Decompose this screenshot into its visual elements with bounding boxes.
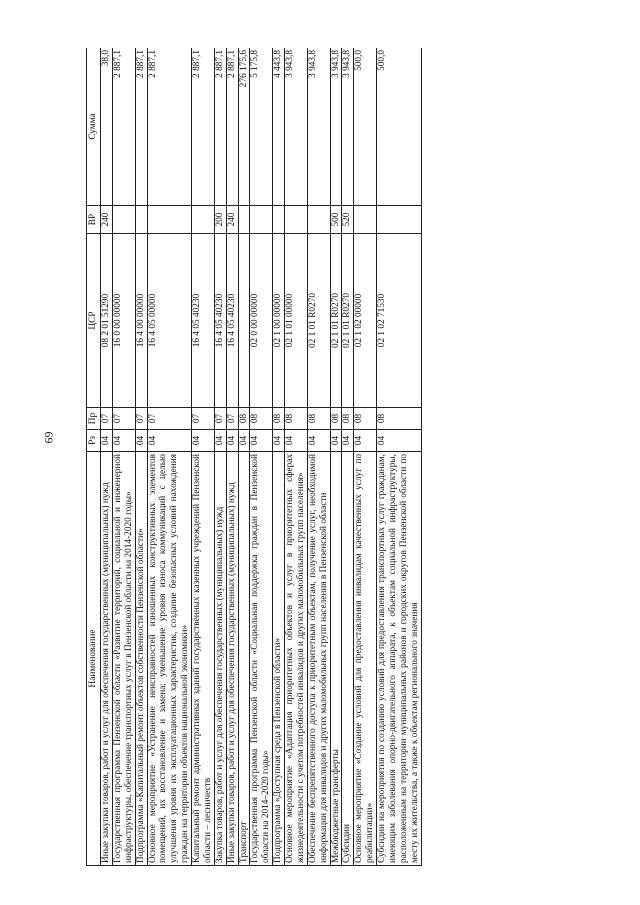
header-rz: Рз — [87, 430, 101, 452]
cell-rz: 04 — [112, 430, 135, 452]
header-csr: ЦСР — [87, 234, 101, 408]
cell-rz: 04 — [377, 430, 422, 452]
table-row — [101, 48, 113, 866]
cell-name: Подпрограмма «Капитальный ремонт объектов собственности Пензенской области» — [135, 452, 147, 866]
cell-vr: 520 — [342, 206, 354, 234]
cell-csr: 16 4 05 40230 — [192, 234, 215, 408]
cell-sum: 2 887,1 — [214, 48, 226, 206]
cell-rz: 04 — [250, 430, 273, 452]
cell-rz: 04 — [330, 430, 342, 452]
cell-sum: 2 887,1 — [147, 48, 192, 206]
cell-name: Основное мероприятие «Устранение неисправностей изношенных конструктивных элементов помещений, их восстановление и замена; уменьшение уровня износа коммуникаций с целью улучшения уровня их эксплуатационных характеристик, создание безопасных условий нахождения граждан на территории объектов национальной экономики» — [147, 452, 192, 866]
header-sum: Сумма — [87, 48, 101, 206]
cell-vr: 240 — [226, 206, 238, 234]
table-row — [250, 48, 273, 866]
cell-name: Закупка товаров, работ и услуг для обеспечения государственных (муниципальных) нужд — [214, 452, 226, 866]
cell-rz: 04 — [226, 430, 238, 452]
table-row — [273, 48, 285, 866]
table-row — [330, 48, 342, 866]
cell-pr: 07 — [147, 408, 192, 430]
cell-pr: 08 — [238, 408, 250, 430]
cell-rz: 04 — [285, 430, 308, 452]
cell-sum: 3 943,8 — [330, 48, 342, 206]
cell-csr: 02 1 01 R0270 — [342, 234, 354, 408]
table-row — [135, 48, 147, 866]
table-container — [86, 48, 608, 866]
cell-sum: 2 887,1 — [135, 48, 147, 206]
cell-vr — [238, 206, 250, 234]
table-row — [377, 48, 422, 866]
cell-sum: 500,0 — [354, 48, 377, 206]
cell-name: Основное мероприятие «Создание условий для предоставления инвалидам качественных услуг по реабилитации» — [354, 452, 377, 866]
cell-name: Иные закупки товаров, работ и услуг для обеспечения государственных (муниципальных) нужд — [101, 452, 113, 866]
header-name: Наименование — [87, 452, 101, 866]
cell-name: Транспорт — [238, 452, 250, 866]
table-body — [101, 48, 422, 866]
cell-sum: 3 943,8 — [285, 48, 308, 206]
cell-pr: 08 — [354, 408, 377, 430]
cell-vr — [112, 206, 135, 234]
cell-csr: 16 4 05 40230 — [226, 234, 238, 408]
header-vr: ВР — [87, 206, 101, 234]
cell-name: Основное мероприятие «Адаптация приоритетных объектов и услуг в приоритетных сферах жизнедеятельности с учетом потребностей инвалидов и других маломобильных групп населения» — [285, 452, 308, 866]
table-row — [226, 48, 238, 866]
cell-name: Обеспечение беспрепятственного доступа к приоритетным объектам, получение услуг, необходимой информации для инвалидов и других маломобильных групп населения в Пензенской области — [307, 452, 330, 866]
cell-sum: 3 943,8 — [342, 48, 354, 206]
cell-vr — [377, 206, 422, 234]
header-pr: Пр — [87, 408, 101, 430]
cell-vr: 240 — [101, 206, 113, 234]
cell-pr: 07 — [135, 408, 147, 430]
cell-csr: 08 2 01 51290 — [101, 234, 113, 408]
cell-csr: 02 1 02 00000 — [354, 234, 377, 408]
cell-csr: 16 4 05 40230 — [214, 234, 226, 408]
table-row — [354, 48, 377, 866]
cell-name: Субсидии — [342, 452, 354, 866]
cell-pr: 08 — [273, 408, 285, 430]
cell-vr: 500 — [330, 206, 342, 234]
cell-csr: 02 1 01 R0270 — [307, 234, 330, 408]
cell-csr: 16 4 00 00000 — [135, 234, 147, 408]
cell-pr: 08 — [250, 408, 273, 430]
cell-sum: 2 887,1 — [192, 48, 215, 206]
cell-name: Иные закупки товаров, работ и услуг для обеспечения государственных (муниципальных) нужд — [226, 452, 238, 866]
table-header-row — [87, 48, 101, 866]
cell-sum: 5 175,8 — [250, 48, 273, 206]
cell-rz: 04 — [307, 430, 330, 452]
cell-name: Государственная программа Пензенской области «Развитие территорий, социальной и инженерной инфраструктуры, обеспечение транспортных услуг в Пензенской области на 2014-2020 годы» — [112, 452, 135, 866]
budget-table — [86, 48, 422, 866]
table-row — [192, 48, 215, 866]
table-row — [112, 48, 135, 866]
table-row — [285, 48, 308, 866]
cell-name: Подпрограмма «Доступная среда в Пензенской области» — [273, 452, 285, 866]
cell-pr: 07 — [112, 408, 135, 430]
cell-pr: 08 — [307, 408, 330, 430]
table-row — [238, 48, 250, 866]
cell-pr: 07 — [226, 408, 238, 430]
cell-pr: 08 — [342, 408, 354, 430]
cell-pr: 07 — [101, 408, 113, 430]
cell-pr: 08 — [285, 408, 308, 430]
cell-rz: 04 — [238, 430, 250, 452]
cell-csr: 02 0 00 00000 — [250, 234, 273, 408]
cell-sum: 38,0 — [101, 48, 113, 206]
cell-rz: 04 — [342, 430, 354, 452]
cell-vr — [354, 206, 377, 234]
cell-rz: 04 — [147, 430, 192, 452]
cell-name: Капитальный ремонт административных зданий государственных казенных учреждений Пензенской области – лесничеств — [192, 452, 215, 866]
cell-vr — [192, 206, 215, 234]
cell-csr: 02 1 00 00000 — [273, 234, 285, 408]
cell-rz: 04 — [192, 430, 215, 452]
cell-vr: 200 — [214, 206, 226, 234]
cell-sum: 2 887,1 — [112, 48, 135, 206]
cell-vr — [250, 206, 273, 234]
cell-sum: 3 943,8 — [307, 48, 330, 206]
cell-vr — [135, 206, 147, 234]
cell-rz: 04 — [354, 430, 377, 452]
cell-name: Государственная программа Пензенской области «Социальная поддержка граждан в Пензенской области на 2014–2020 годы» — [250, 452, 273, 866]
cell-sum: 500,0 — [377, 48, 422, 206]
cell-rz: 04 — [214, 430, 226, 452]
cell-rz: 04 — [101, 430, 113, 452]
cell-vr — [285, 206, 308, 234]
cell-sum: 4 443,8 — [273, 48, 285, 206]
cell-pr: 08 — [377, 408, 422, 430]
cell-vr — [147, 206, 192, 234]
cell-csr: 02 1 01 R0270 — [330, 234, 342, 408]
cell-pr: 07 — [192, 408, 215, 430]
table-row — [307, 48, 330, 866]
cell-vr — [273, 206, 285, 234]
cell-csr: 16 0 00 00000 — [112, 234, 135, 408]
cell-rz: 04 — [273, 430, 285, 452]
cell-vr — [307, 206, 330, 234]
table-row — [214, 48, 226, 866]
cell-name: Субсидии на мероприятия по созданию условий для предоставления транспортных услуг гражданам, имеющим заболевания опорно-двигательного аппарата, к объектам социальной инфраструктуры, расположенным на территории муниципальных районов и городских округов Пензенской области по месту их жительства, а также к объектам регионального значения — [377, 452, 422, 866]
cell-csr: 02 1 01 00000 — [285, 234, 308, 408]
page-number: 69 — [41, 431, 56, 444]
cell-sum: 2 887,1 — [226, 48, 238, 206]
table-row — [342, 48, 354, 866]
cell-pr: 08 — [330, 408, 342, 430]
cell-csr: 16 4 05 00000 — [147, 234, 192, 408]
cell-csr — [238, 234, 250, 408]
cell-sum: 276 175,6 — [238, 48, 250, 206]
cell-name: Межбюджетные трансферты — [330, 452, 342, 866]
rotated-table-area — [86, 48, 608, 866]
cell-pr: 07 — [214, 408, 226, 430]
cell-rz: 04 — [135, 430, 147, 452]
cell-csr: 02 1 02 71530 — [377, 234, 422, 408]
table-row — [147, 48, 192, 866]
